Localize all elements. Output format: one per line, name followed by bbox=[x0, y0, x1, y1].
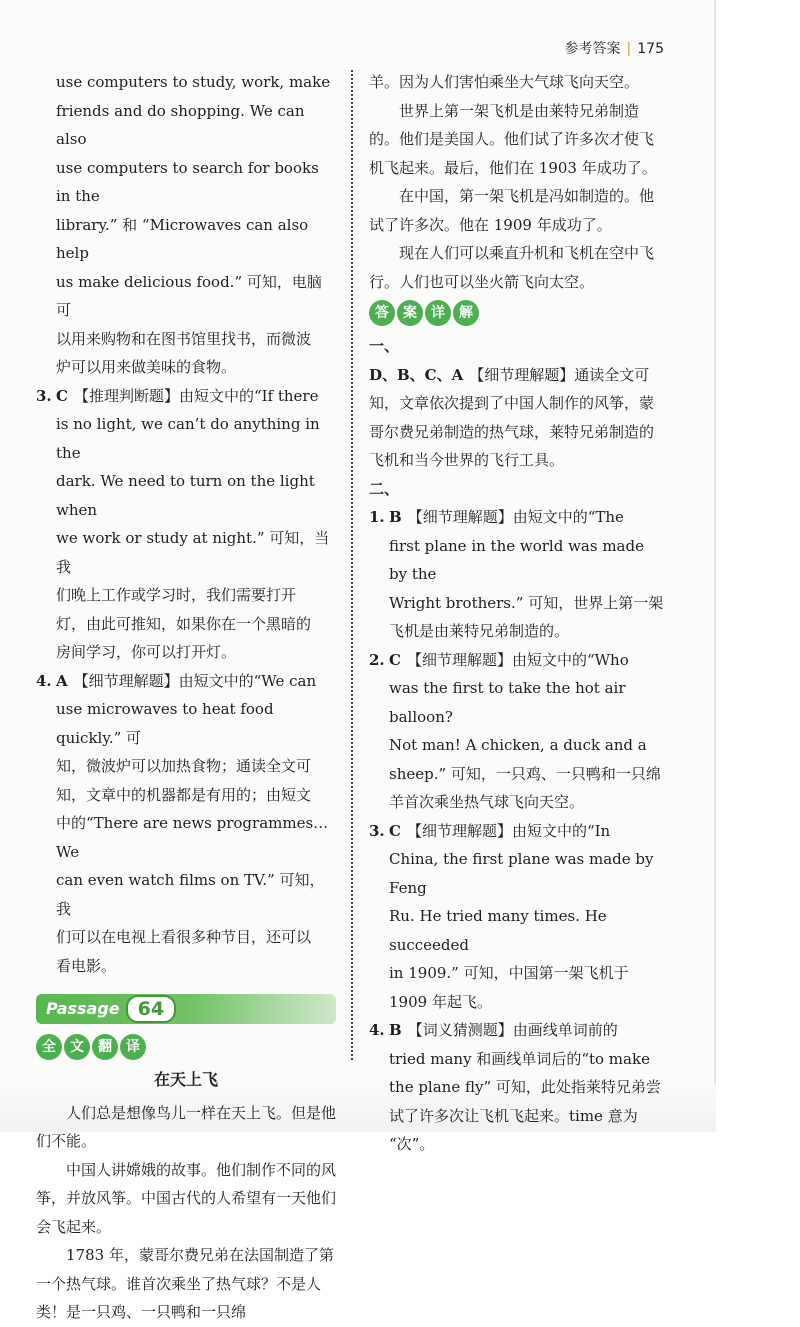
answer-item-3 bbox=[369, 817, 665, 1017]
left-column bbox=[36, 68, 336, 1327]
answer-item-3 bbox=[36, 382, 336, 667]
section-text: 【细节理解题】通读全文可知，文章依次提到了中国人制作的风筝，蒙哥尔费兄弟制造的热气球，莱特兄弟制造的飞机和当今世界的飞行工具。 bbox=[369, 365, 655, 469]
answer-letter: C bbox=[389, 650, 401, 669]
text-line: we work or study at night.” 可知，当我 bbox=[56, 529, 330, 576]
right-column bbox=[369, 68, 665, 1159]
item-number: 2. bbox=[369, 650, 385, 669]
text-line: dark. We need to turn on the light when bbox=[56, 472, 315, 519]
paragraph: 1783 年，蒙哥尔费兄弟在法国制造了第一个热气球。谁首次乘坐了热气球？不是人类！是一只鸡、一只鸭和一只绵 bbox=[36, 1246, 334, 1321]
text-line: 房间学习，你可以打开灯。 bbox=[56, 643, 237, 661]
text-line: was the first to take the hot air balloon? bbox=[389, 679, 626, 726]
text-line: is no light, we can’t do anything in the bbox=[56, 415, 320, 462]
text-line: can even watch films on TV.” 可知，我 bbox=[56, 871, 325, 918]
passage-number: 64 bbox=[126, 995, 176, 1023]
answer-item-4 bbox=[36, 667, 336, 981]
item-number: 1. bbox=[369, 508, 385, 526]
text-line: 以用来购物和在图书馆里找书，而微波 bbox=[56, 329, 312, 348]
text-line: 们晚上工作或学习时，我们需要打开 bbox=[56, 586, 297, 604]
text-line: Wright brothers.” 可知，世界上第一架 bbox=[389, 593, 664, 612]
page-header bbox=[565, 38, 664, 58]
answer-explanation-tag bbox=[369, 300, 665, 326]
text-line: use computers to search for books in the bbox=[56, 158, 319, 205]
text-line: 【细节理解题】由短文中的“In bbox=[406, 821, 611, 840]
tag-char: 案 bbox=[397, 300, 423, 326]
paragraph: 在中国，第一架飞机是冯如制造的。他试了许多次。他在 1909 年成功了。 bbox=[369, 187, 655, 234]
text-line: 试了许多次让飞机飞起来。time 意为 bbox=[389, 1106, 638, 1125]
answer-2-continuation bbox=[36, 68, 336, 382]
text-line: the plane fly” 可知，此处指莱特兄弟尝 bbox=[389, 1078, 661, 1096]
tag-char: 详 bbox=[425, 300, 451, 326]
text-line: in 1909.” 可知，中国第一架飞机于 bbox=[389, 964, 629, 982]
tag-char: 答 bbox=[369, 300, 395, 326]
paragraph: 羊。因为人们害怕乘坐大气球飞向天空。 bbox=[369, 73, 640, 91]
text-line: 【细节理解题】由短文中的“Who bbox=[406, 650, 629, 669]
text-line: China, the first plane was made by Feng bbox=[389, 850, 654, 897]
translation-title: 在天上飞 bbox=[153, 1070, 218, 1089]
answer-letter: A bbox=[56, 671, 68, 690]
text-line: use microwaves to heat food quickly.” 可 bbox=[56, 700, 274, 747]
text-line: library.” 和 “Microwaves can also help bbox=[56, 215, 309, 262]
text-line: Not man! A chicken, a duck and a bbox=[389, 736, 647, 754]
text-line: “次”。 bbox=[389, 1135, 435, 1153]
text-line: 【词义猜测题】由画线单词前的 bbox=[407, 1021, 618, 1039]
answer-letters: D、B、C、A bbox=[369, 365, 464, 384]
text-line: tried many 和画线单词后的“to make bbox=[389, 1049, 650, 1068]
text-line: friends and do shopping. We can also bbox=[56, 101, 305, 148]
answer-item-1 bbox=[369, 503, 665, 646]
item-number: 3. bbox=[369, 821, 385, 840]
text-line: 知，文章中的机器都是有用的；由短文 bbox=[56, 785, 312, 804]
answer-letter: C bbox=[56, 386, 68, 405]
text-line: 知，微波炉可以加热食物；通读全文可 bbox=[56, 757, 312, 775]
tag-char: 文 bbox=[64, 1034, 90, 1060]
tag-char: 翻 bbox=[92, 1034, 118, 1060]
text-line: Ru. He tried many times. He succeeded bbox=[389, 907, 607, 954]
section-heading: 一、 bbox=[369, 337, 400, 355]
item-number: 3. bbox=[36, 386, 52, 405]
text-line: 【细节理解题】由短文中的“We can bbox=[73, 671, 317, 690]
text-line: us make delicious food.” 可知，电脑可 bbox=[56, 272, 322, 319]
item-number: 4. bbox=[369, 1021, 385, 1039]
header-separator: | bbox=[626, 41, 632, 57]
page-edge bbox=[714, 0, 716, 1132]
text-line: sheep.” 可知，一只鸡、一只鸭和一只绵 bbox=[389, 764, 661, 783]
tag-char: 全 bbox=[36, 1034, 62, 1060]
page-number: 175 bbox=[637, 41, 664, 57]
paragraph: 世界上第一架飞机是由莱特兄弟制造的。他们是美国人。他们试了许多次才使飞机飞起来。最后，他们在 1903 年成功了。 bbox=[369, 101, 657, 177]
text-line: 【推理判断题】由短文中的“If there bbox=[73, 386, 319, 405]
passage-label: Passage bbox=[46, 998, 120, 1018]
text-line: first plane in the world was made by the bbox=[389, 536, 644, 583]
answer-letter: C bbox=[389, 821, 401, 840]
paragraph: 人们总是想像鸟儿一样在天上飞。但是他们不能。 bbox=[36, 1103, 337, 1150]
text-line: 看电影。 bbox=[56, 956, 117, 975]
text-line: 中的“There are news programmes…We bbox=[56, 814, 329, 861]
translation-tag bbox=[36, 1034, 336, 1060]
passage-banner bbox=[36, 994, 336, 1024]
text-line: 【细节理解题】由短文中的“The bbox=[407, 508, 624, 526]
paragraph: 现在人们可以乘直升机和飞机在空中飞行。人们也可以坐火箭飞向太空。 bbox=[369, 244, 655, 291]
item-number: 4. bbox=[36, 671, 52, 690]
text-line: 1909 年起飞。 bbox=[389, 992, 492, 1011]
text-line: 飞机是由莱特兄弟制造的。 bbox=[389, 622, 570, 640]
tag-char: 解 bbox=[453, 300, 479, 326]
column-divider bbox=[351, 70, 353, 1060]
text-line: 羊首次乘坐热气球飞向天空。 bbox=[389, 793, 585, 811]
section-heading: 二、 bbox=[369, 479, 400, 498]
paragraph: 中国人讲嫦娥的故事。他们制作不同的风筝，并放风筝。中国古代的人希望有一天他们会飞起来。 bbox=[36, 1160, 337, 1236]
tag-char: 译 bbox=[120, 1034, 146, 1060]
answer-item-2 bbox=[369, 646, 665, 817]
answer-letter: B bbox=[389, 1021, 402, 1039]
header-label: 参考答案 bbox=[564, 41, 621, 57]
text-line: 们可以在电视上看很多种节目，还可以 bbox=[56, 928, 312, 946]
answer-letter: B bbox=[389, 508, 402, 526]
text-line: use computers to study, work, make bbox=[56, 73, 331, 91]
text-line: 灯，由此可推知，如果你在一个黑暗的 bbox=[56, 614, 312, 633]
answer-item-4 bbox=[369, 1016, 665, 1159]
text-line: 炉可以用来做美味的食物。 bbox=[56, 358, 237, 376]
